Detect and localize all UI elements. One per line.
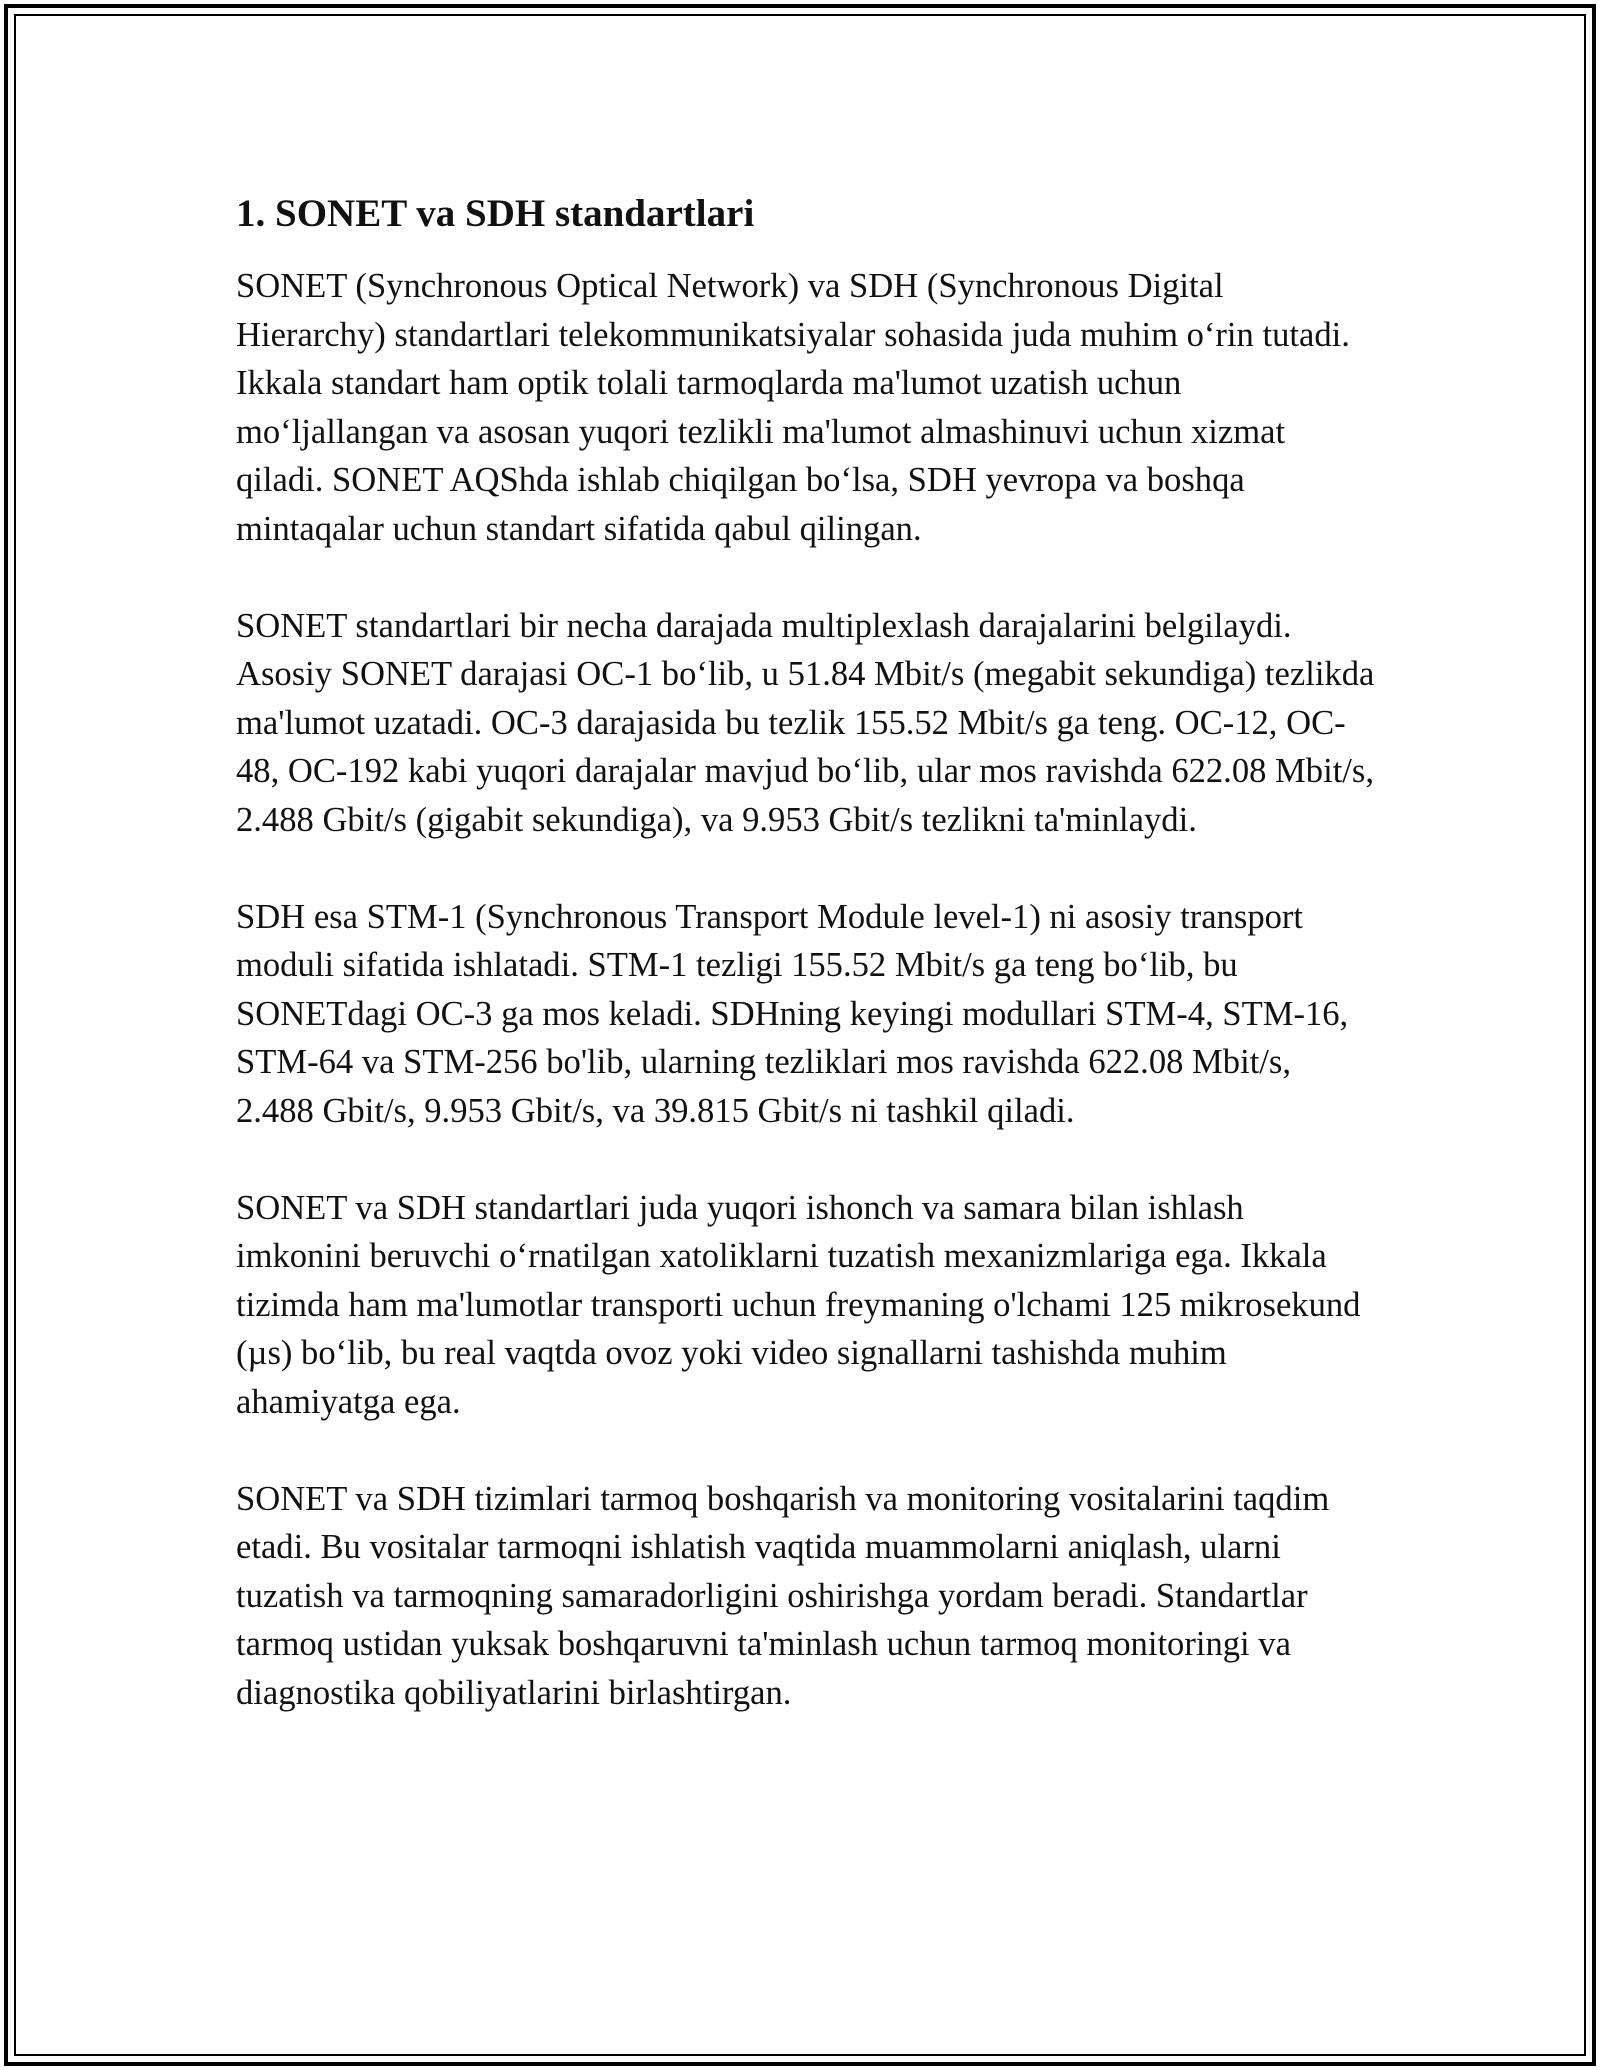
paragraph-sonet-levels: SONET standartlari bir necha darajada multiplexlash darajalarini belgilaydi. Asosiy SONET darajasi OC-1 bo‘lib, u 51.84 Mbit/s (megabit sekundiga) tezlikda ma'lumot uzatadi. OC-3 darajasida bu tezlik 155.52 Mbit/s ga teng. OC-12, OC-48, OC-192 kabi yuqori darajalar mavjud bo‘lib, ular mos ravishda 622.08 Mbit/s, 2.488 Gbit/s (gigabit sekundiga), va 9.953 Gbit/s tezlikni ta'minlaydi. — [236, 606, 1375, 839]
document-body — [236, 186, 1376, 1766]
paragraph-sdh-modules: SDH esa STM-1 (Synchronous Transport Module level-1) ni asosiy transport moduli sifatida ishlatadi. STM-1 tezligi 155.52 Mbit/s ga teng bo‘lib, bu SONETdagi OC-3 ga mos keladi. SDHning keyingi modullari STM-4, STM-16, STM-64 va STM-256 bo'lib, ularning tezliklari mos ravishda 622.08 Mbit/s, 2.488 Gbit/s, 9.953 Gbit/s, va 39.815 Gbit/s ni tashkil qiladi. — [236, 897, 1349, 1130]
paragraph-intro: SONET (Synchronous Optical Network) va SDH (Synchronous Digital Hierarchy) standartlari telekommunikatsiyalar sohasida juda muhim o‘rin tutadi. Ikkala standart ham optik tolali tarmoqlarda ma'lumot uzatish uchun mo‘ljallangan va asosan yuqori tezlikli ma'lumot almashinuvi uchun xizmat qiladi. SONET AQShda ishlab chiqilgan bo‘lsa, SDH yevropa va boshqa mintaqalar uchun standart sifatida qabul qilingan. — [236, 267, 1350, 548]
section-heading: 1. SONET va SDH standartlari — [236, 192, 755, 235]
paragraph-error-correction: SONET va SDH standartlari juda yuqori ishonch va samara bilan ishlash imkonini beruvchi o‘rnatilgan xatoliklarni tuzatish mexanizmlariga ega. Ikkala tizimda ham ma'lumotlar transporti uchun freymaning o'lchami 125 mikrosekund (µs) bo‘lib, bu real vaqtda ovoz yoki video signallarni tashishda muhim ahamiyatga ega. — [236, 1188, 1361, 1421]
paragraph-monitoring: SONET va SDH tizimlari tarmoq boshqarish va monitoring vositalarini taqdim etadi. Bu vositalar tarmoqni ishlatish vaqtida muammolarni aniqlash, ularni tuzatish va tarmoqning samaradorligini oshirishga yordam beradi. Standartlar tarmoq ustidan yuksak boshqaruvni ta'minlash uchun tarmoq monitoringi va diagnostika qobiliyatlarini birlashtirgan. — [236, 1479, 1330, 1712]
